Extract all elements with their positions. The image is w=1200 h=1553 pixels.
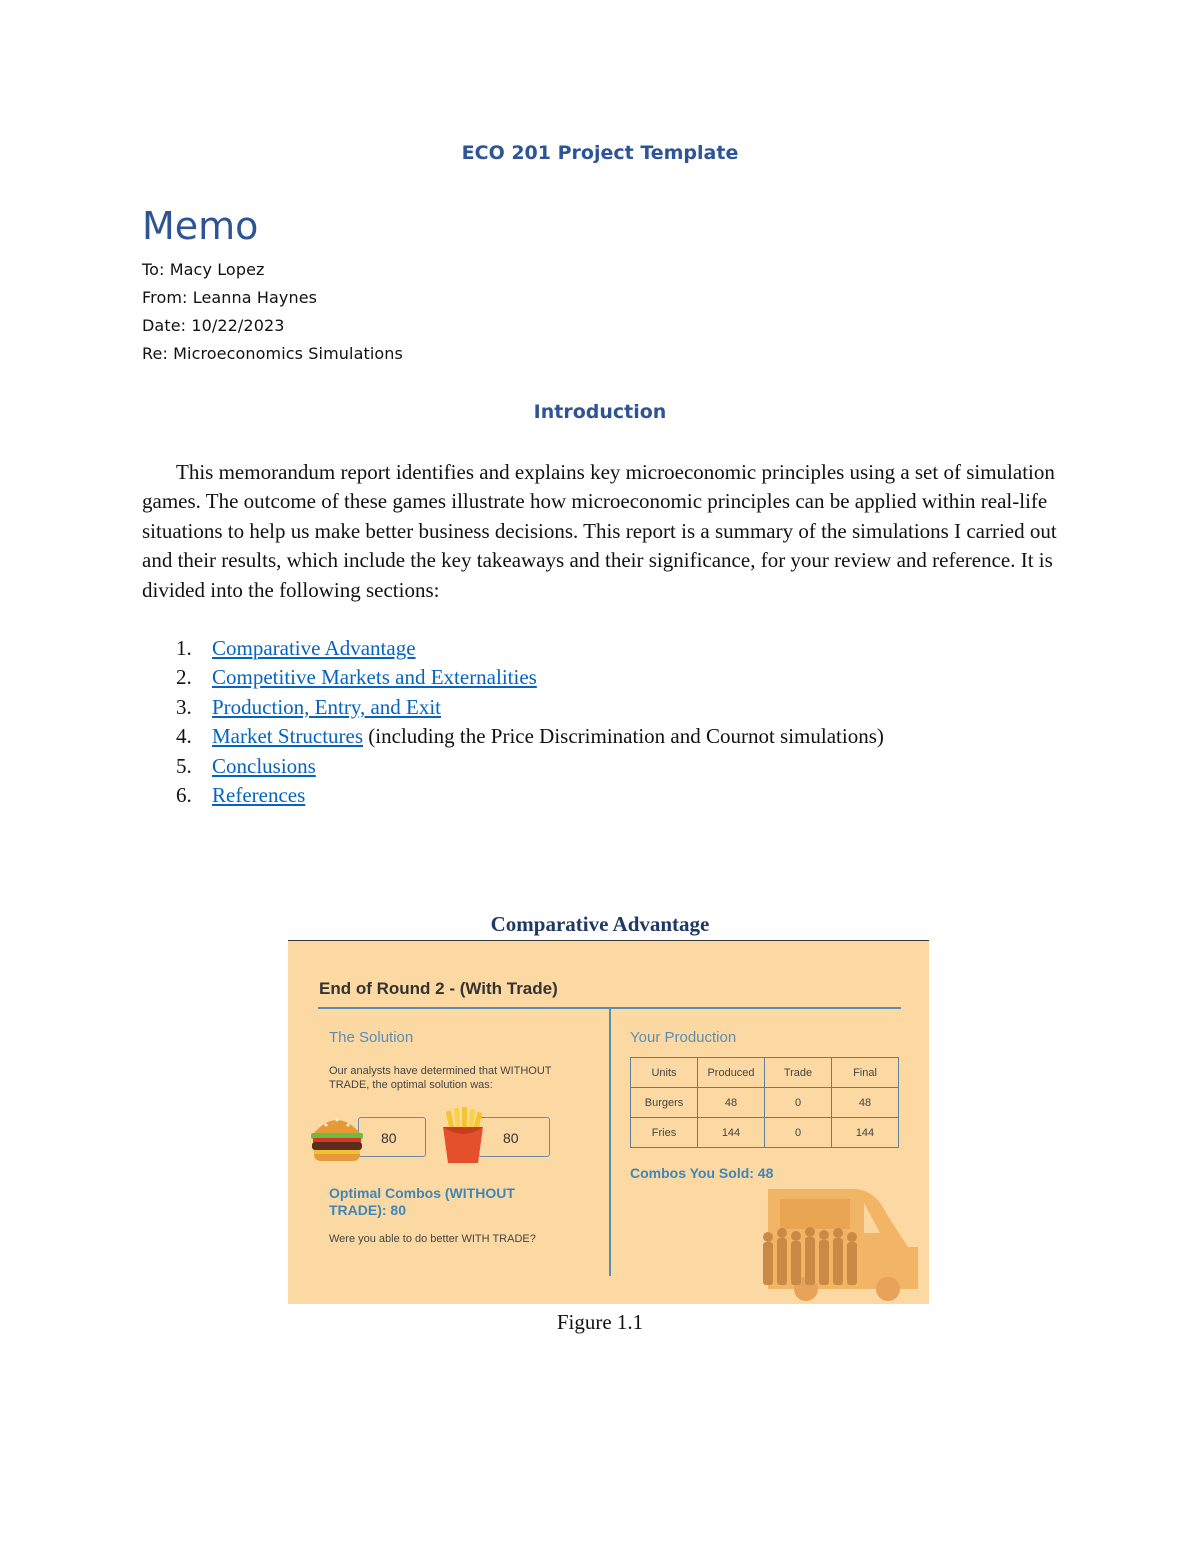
memo-date-value: 10/22/2023: [191, 316, 285, 335]
table-header-cell: Units: [631, 1058, 698, 1088]
section-number: 3.: [176, 694, 192, 719]
section-number: 6.: [176, 782, 192, 807]
table-row: [631, 1088, 899, 1118]
section-link-comparative-advantage[interactable]: Comparative Advantage: [212, 636, 416, 660]
document-title: ECO 201 Project Template: [461, 142, 739, 164]
simulation-screenshot-figure: [288, 940, 929, 1304]
table-cell: 0: [765, 1118, 832, 1148]
memo-heading: Memo: [142, 204, 259, 248]
combos-sold: Combos You Sold: 48: [630, 1165, 774, 1181]
memo-from-line: [142, 288, 317, 307]
memo-from-value: Leanna Haynes: [192, 288, 318, 307]
round-title: End of Round 2 - (With Trade): [319, 979, 558, 998]
section-number: 4.: [176, 724, 192, 749]
memo-to-line: [142, 260, 265, 279]
section-list-item: [142, 781, 884, 810]
production-table: [630, 1057, 899, 1148]
section-list-item: [142, 752, 884, 781]
section-number: 2.: [176, 665, 192, 690]
divider-vertical: [609, 1008, 611, 1276]
comparative-advantage-heading: Comparative Advantage: [490, 912, 710, 936]
memo-re-label: Re:: [142, 344, 168, 363]
memo-to-value: Macy Lopez: [169, 260, 265, 279]
crowd-silhouette-icon: [758, 1225, 868, 1289]
production-heading: Your Production: [630, 1029, 737, 1046]
fries-quantity: 80: [503, 1130, 519, 1146]
burger-icon: [308, 1111, 366, 1167]
table-cell: 48: [698, 1088, 765, 1118]
solution-heading: The Solution: [329, 1029, 414, 1046]
memo-re-line: [142, 344, 403, 363]
section-suffix: (including the Price Discrimination and Cournot simulations): [363, 724, 884, 749]
section-list-item: [142, 693, 884, 722]
burgers-quantity: 80: [381, 1130, 397, 1146]
table-row: [631, 1118, 899, 1148]
table-header-cell: Produced: [698, 1058, 765, 1088]
table-header-row: [631, 1058, 899, 1088]
memo-to-label: To:: [142, 260, 165, 279]
burgers-quantity-box: [358, 1117, 426, 1157]
section-link-market-structures[interactable]: Market Structures: [212, 724, 364, 749]
trade-question: Were you able to do better WITH TRADE?: [329, 1233, 536, 1245]
memo-date-line: [142, 316, 285, 335]
table-cell: Burgers: [631, 1088, 698, 1118]
table-cell: 144: [832, 1118, 899, 1148]
memo-date-label: Date:: [142, 316, 187, 335]
section-list-item: [142, 722, 884, 751]
table-cell: 48: [832, 1088, 899, 1118]
introduction-paragraph: This memorandum report identifies and explains key microeconomic principles using a set of simulation games. The outcome of these games illustrate how microeconomic principles can be applied within real-life situations to help us make better business decisions. This report is a summary of the simulations I carried out and their results, which include the key takeaways and their significance, for your review and reference. It is divided into the following sections:: [142, 460, 1057, 602]
figure-caption: Figure 1.1: [556, 1310, 644, 1334]
section-link-conclusions[interactable]: Conclusions: [212, 753, 316, 778]
section-list-item: [142, 663, 884, 692]
table-header-cell: Final: [832, 1058, 899, 1088]
section-list: [142, 634, 884, 810]
table-header-cell: Trade: [765, 1058, 832, 1088]
memo-from-label: From:: [142, 288, 188, 307]
table-cell: 144: [698, 1118, 765, 1148]
section-link-competitive-markets[interactable]: Competitive Markets and Externalities: [212, 665, 537, 690]
section-number: 1.: [176, 636, 192, 660]
optimal-combos: Optimal Combos (WITHOUT TRADE): 80: [329, 1185, 515, 1218]
introduction-heading: Introduction: [533, 401, 667, 423]
memo-re-value: Microeconomics Simulations: [173, 344, 403, 363]
section-list-item: [142, 634, 884, 663]
section-link-production-entry-exit[interactable]: Production, Entry, and Exit: [212, 694, 442, 719]
fries-icon: [438, 1107, 488, 1169]
fries-quantity-box: [478, 1117, 550, 1157]
section-link-references[interactable]: References: [212, 782, 306, 807]
section-number: 5.: [176, 753, 192, 778]
solution-description: Our analysts have determined that WITHOUT TRADE, the optimal solution was:: [329, 1065, 552, 1091]
table-cell: Fries: [631, 1118, 698, 1148]
table-cell: 0: [765, 1088, 832, 1118]
